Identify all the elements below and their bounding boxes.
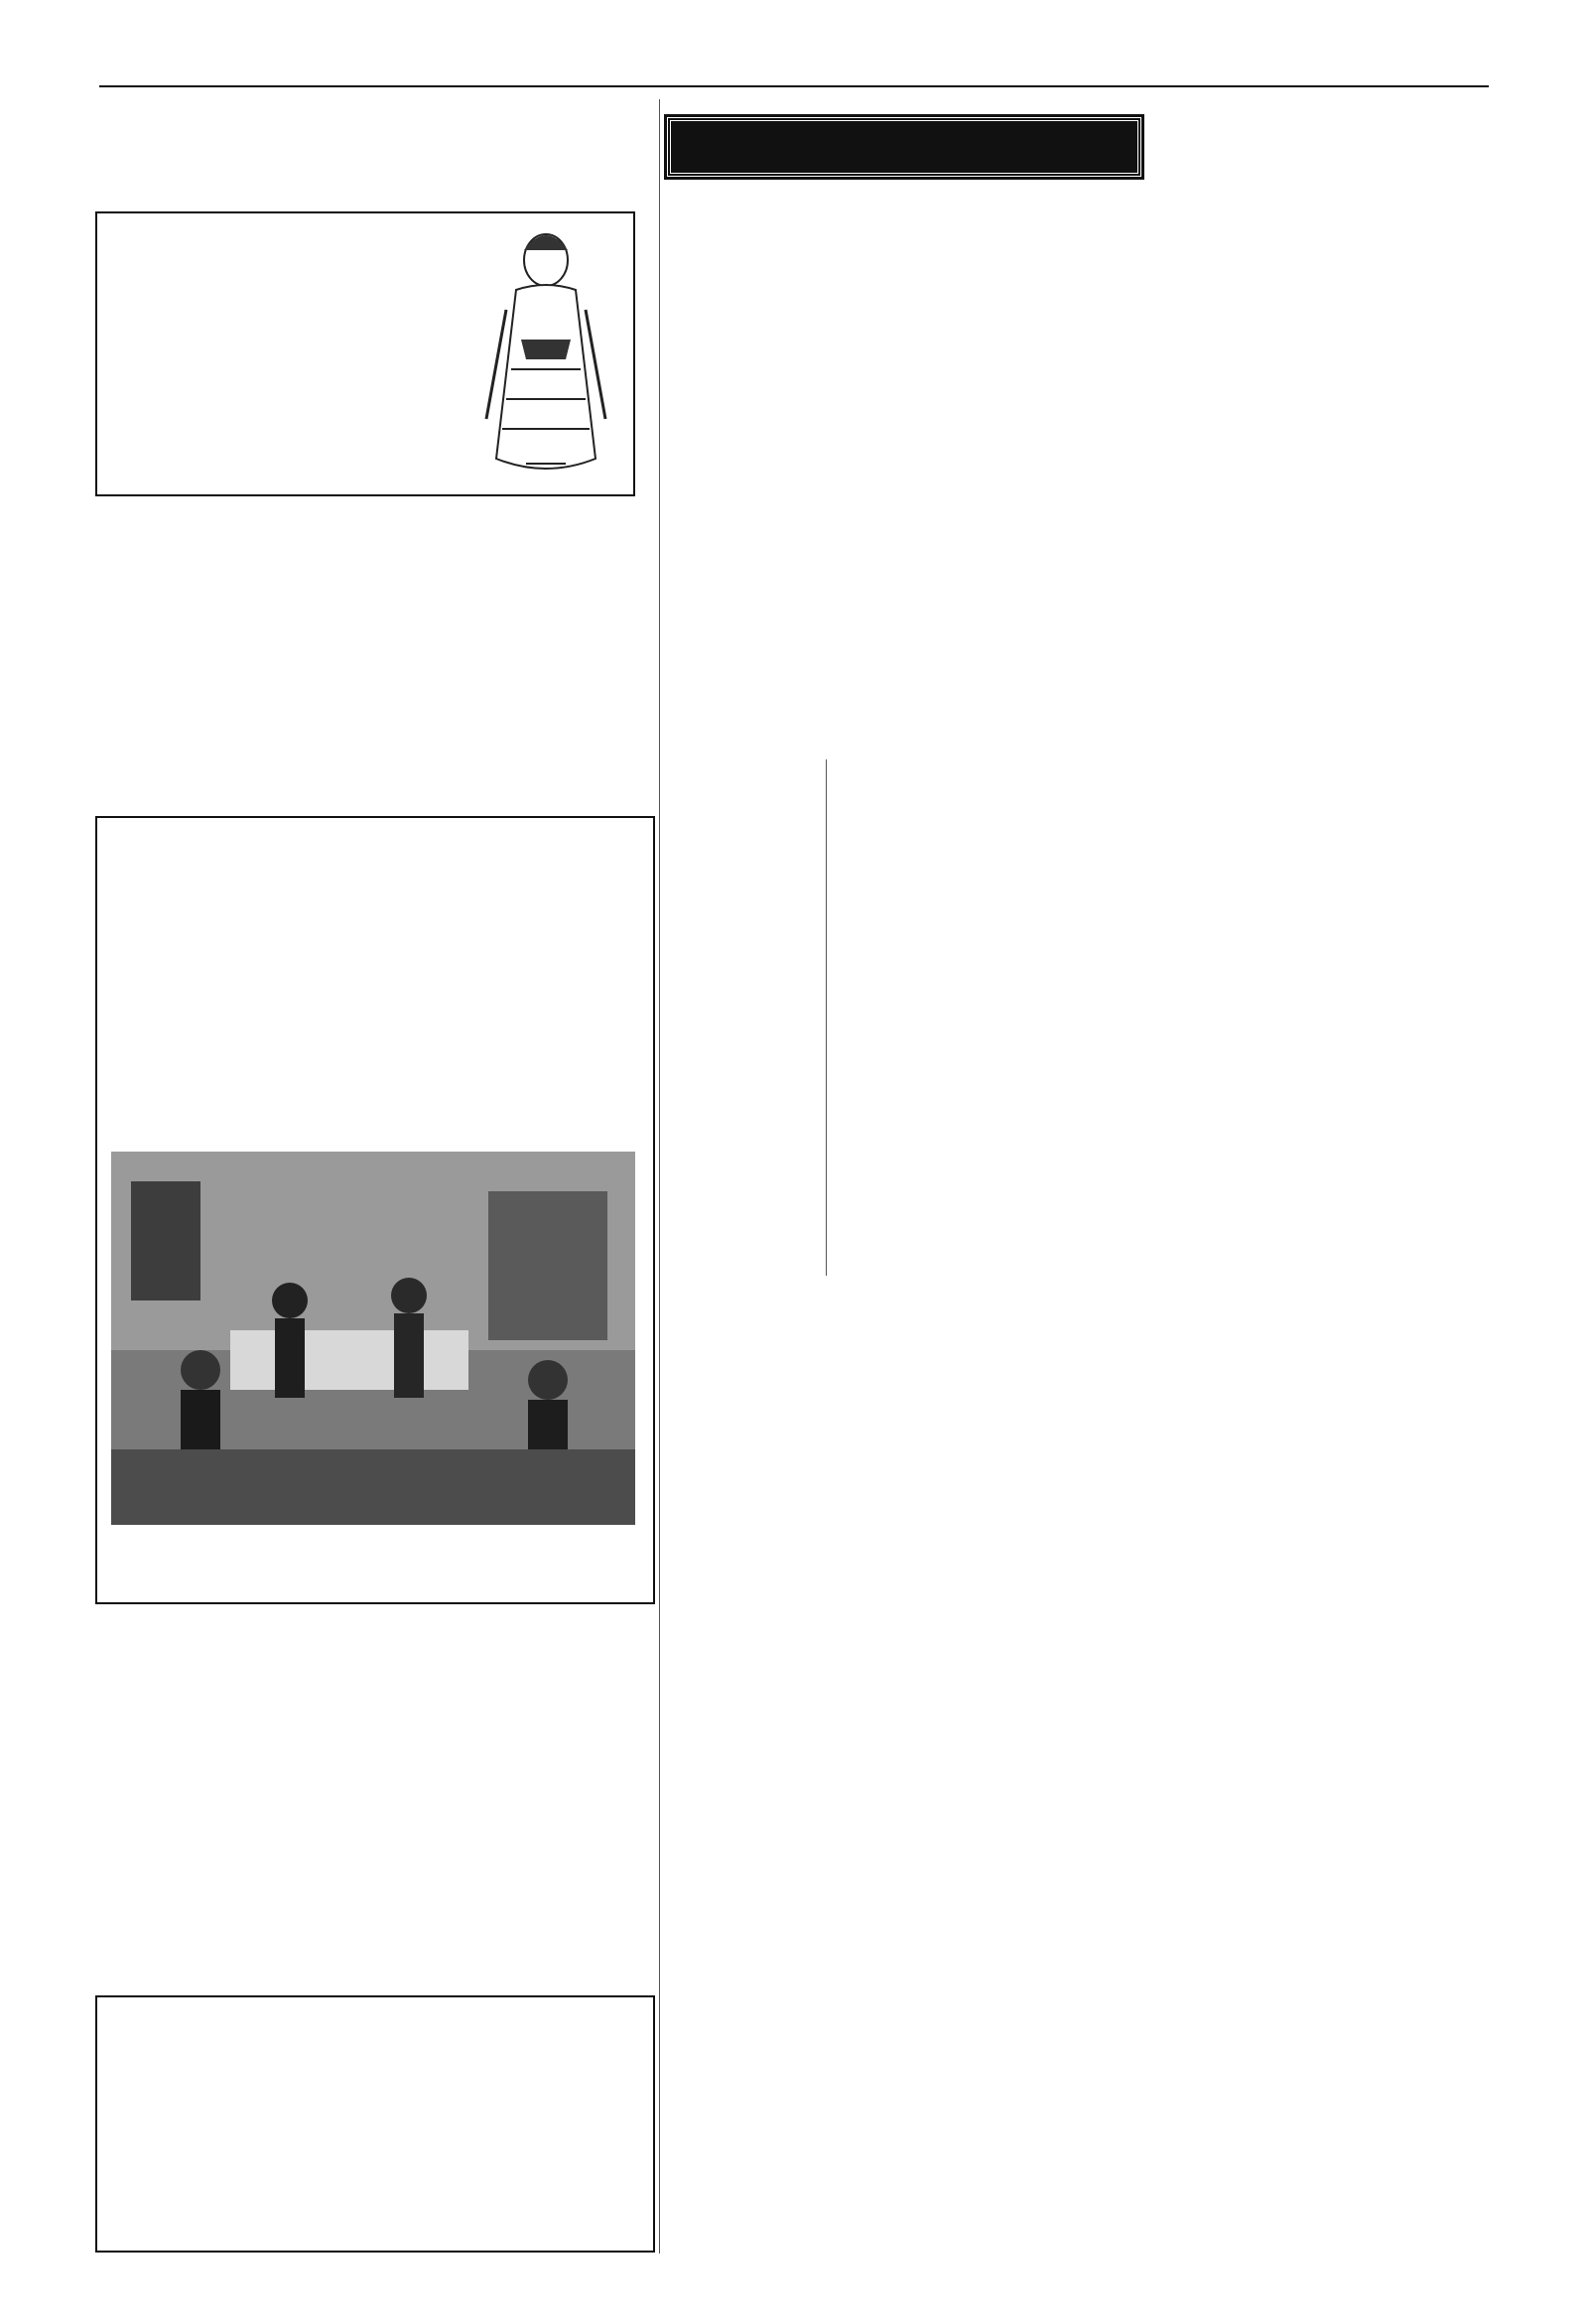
tv-photo	[111, 1152, 635, 1525]
soviet-col1b	[667, 784, 816, 1082]
exhibition-drawing	[466, 220, 625, 488]
left-col-divider	[659, 99, 660, 2254]
soviet-col3	[987, 511, 1133, 779]
exhibition-text	[109, 387, 457, 486]
masthead-rule	[99, 85, 1489, 87]
ert-col2	[382, 655, 652, 804]
soviet-col3b	[987, 809, 1133, 1003]
kke-divider	[826, 759, 827, 1276]
art-banner	[667, 117, 1141, 177]
soviet-col2	[827, 511, 976, 1082]
ert-col1	[99, 655, 369, 804]
soviet-col1	[667, 511, 816, 730]
schedule-text	[99, 1777, 650, 1966]
soviet-lead	[667, 402, 1133, 499]
book-ad-box	[95, 1995, 655, 2253]
divorce-text	[115, 923, 631, 1137]
tv-photo-scene	[111, 1152, 635, 1525]
tv-text-col2	[377, 1602, 650, 1741]
